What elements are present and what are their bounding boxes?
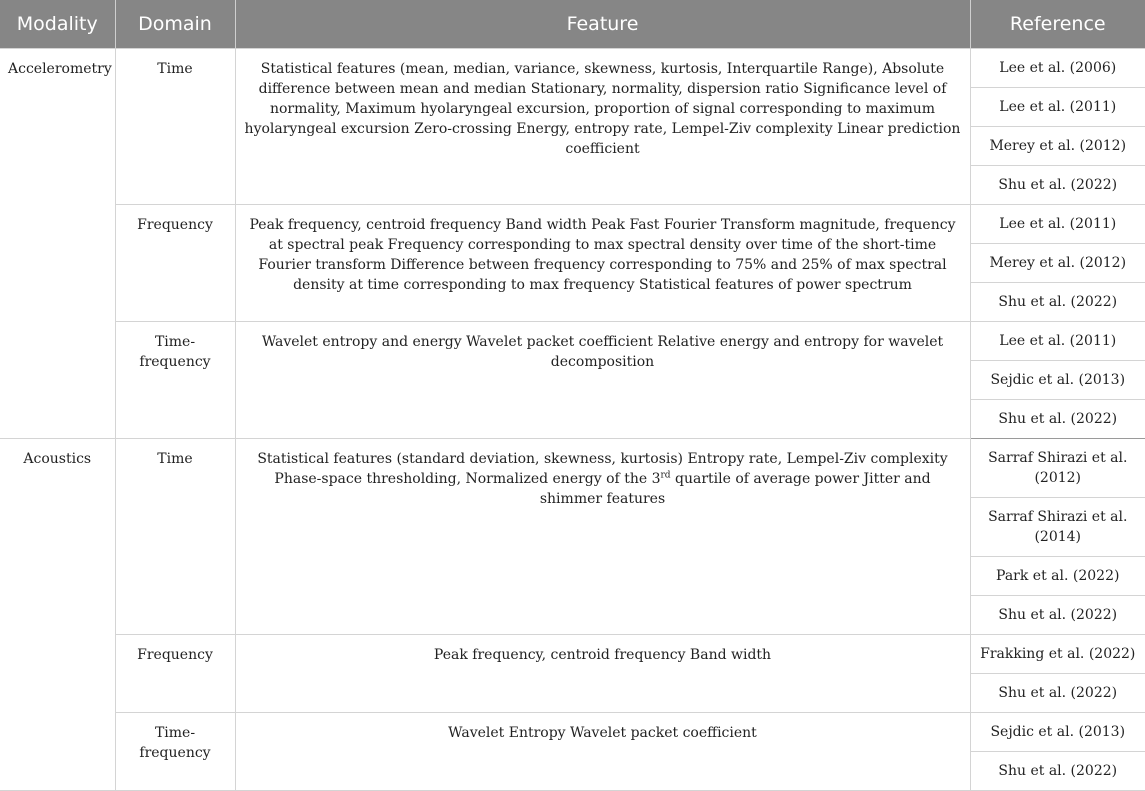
feature-text: Statistical features (standard deviation, skewness, kurtosis) Entropy rate, Lempel-Ziv complexity Phase-space thresholding, Normalized energy of the 3 [257,451,948,487]
reference-cell: Lee et al. (2011) [970,88,1145,127]
header-domain: Domain [115,0,235,49]
feature-cell [235,439,970,635]
table-row [0,322,1145,361]
reference-cell: Shu et al. (2022) [970,596,1145,635]
domain-cell: Frequency [115,205,235,322]
table-row [0,205,1145,244]
modality-cell: Acoustics [0,439,115,791]
domain-cell: Frequency [115,635,235,713]
reference-cell: Merey et al. (2012) [970,127,1145,166]
feature-superscript: rd [660,470,671,481]
reference-cell: Lee et al. (2006) [970,49,1145,88]
header-row [0,0,1145,49]
table-row [0,49,1145,88]
domain-cell: Time-frequency [115,322,235,439]
reference-cell: Shu et al. (2022) [970,752,1145,791]
feature-cell: Wavelet Entropy Wavelet packet coefficient [235,713,970,791]
table-row [0,439,1145,498]
reference-cell: Sarraf Shirazi et al. (2012) [970,439,1145,498]
reference-cell: Frakking et al. (2022) [970,635,1145,674]
reference-cell: Shu et al. (2022) [970,283,1145,322]
domain-cell: Time-frequency [115,713,235,791]
reference-cell: Shu et al. (2022) [970,166,1145,205]
reference-cell: Lee et al. (2011) [970,205,1145,244]
feature-cell: Peak frequency, centroid frequency Band width [235,635,970,713]
reference-cell: Lee et al. (2011) [970,322,1145,361]
feature-text: quartile of average power Jitter and shimmer features [539,471,931,507]
reference-cell: Sejdic et al. (2013) [970,713,1145,752]
feature-cell: Peak frequency, centroid frequency Band width Peak Fast Fourier Transform magnitude, frequency at spectral peak Frequency corresponding to max spectral density over time of the short-time Fourier transform Difference between frequency corresponding to 75% and 25% of max spectral density at time corresponding to max frequency Statistical features of power spectrum [235,205,970,322]
feature-cell: Statistical features (mean, median, variance, skewness, kurtosis, Interquartile Range), Absolute difference between mean and median Stationary, normality, dispersion ratio Significance level of normality, Maximum hyolaryngeal excursion, proportion of signal corresponding to maximum hyolaryngeal excursion Zero-crossing Energy, entropy rate, Lempel-Ziv complexity Linear prediction coefficient [235,49,970,205]
domain-cell: Time [115,439,235,635]
header-modality: Modality [0,0,115,49]
domain-cell: Time [115,49,235,205]
header-reference: Reference [970,0,1145,49]
header-feature: Feature [235,0,970,49]
table-row [0,713,1145,752]
modality-cell: Accelerometry [0,49,115,439]
reference-cell: Sejdic et al. (2013) [970,361,1145,400]
table-row [0,635,1145,674]
reference-cell: Merey et al. (2012) [970,244,1145,283]
reference-cell: Park et al. (2022) [970,557,1145,596]
reference-cell: Sarraf Shirazi et al. (2014) [970,498,1145,557]
reference-cell: Shu et al. (2022) [970,674,1145,713]
reference-cell: Shu et al. (2022) [970,400,1145,439]
feature-cell: Wavelet entropy and energy Wavelet packet coefficient Relative energy and entropy for wavelet decomposition [235,322,970,439]
